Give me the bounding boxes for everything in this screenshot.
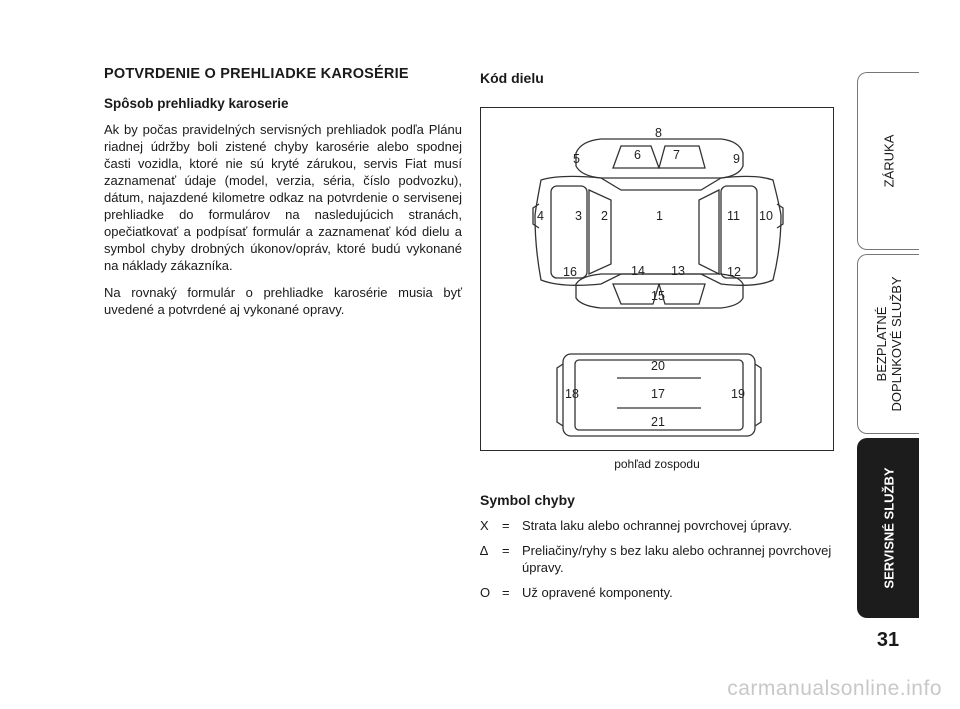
symbol-equals: = (502, 518, 510, 533)
part-code-title: Kód dielu (480, 70, 544, 86)
car-diagram-svg (481, 108, 835, 452)
tab-bezplatne-line2: DOPLNKOVÉ SLUŽBY (888, 276, 904, 412)
diagram-door-left (589, 190, 611, 274)
tab-zaruka-label: ZÁRUKA (881, 134, 896, 188)
diagram-label-21: 21 (651, 415, 665, 429)
paragraph-repairs: Na rovnaký formulár o prehliadke karosérie musia byť uvedené a potvrdené aj vykonané opravy. (104, 285, 462, 317)
diagram-label-17: 17 (651, 387, 665, 401)
tab-zaruka[interactable] (857, 72, 919, 250)
section-title: POTVRDENIE O PREHLIADKE KAROSÉRIE (104, 66, 409, 82)
tab-bezplatne-line1: BEZPLATNÉ (873, 306, 889, 382)
diagram-label-20: 20 (651, 359, 665, 373)
symbol-description: Už opravené komponenty. (522, 585, 673, 600)
diagram-label-13: 13 (671, 264, 685, 278)
symbol-description: Preliačiny/ryhy s bez laku alebo ochrannej povrchovej úpravy. (522, 543, 832, 575)
diagram-label-5: 5 (573, 152, 580, 166)
symbol-mark: X (480, 518, 489, 533)
diagram-label-7: 7 (673, 148, 680, 162)
tab-servisne-sluzby[interactable] (857, 438, 919, 618)
left-column (104, 66, 462, 328)
diagram-label-11: 11 (727, 209, 740, 223)
diagram-label-1: 1 (656, 209, 663, 223)
defect-symbol-title: Symbol chyby (480, 492, 575, 508)
defect-symbol-list (480, 517, 840, 609)
diagram-windshield-rear (659, 146, 705, 168)
diagram-label-2: 2 (601, 209, 608, 223)
diagram-label-19: 19 (731, 387, 745, 401)
tab-servisne-label: SERVISNÉ SLUŽBY (881, 467, 896, 589)
diagram-top-outline (576, 139, 743, 178)
chapter-tabs (857, 0, 960, 709)
diagram-label-15: 15 (651, 289, 665, 303)
diagram-label-14: 14 (631, 264, 645, 278)
diagram-door-right (699, 190, 719, 274)
page-number: 31 (876, 629, 900, 651)
diagram-underbody-right-edge (755, 364, 761, 426)
diagram-label-3: 3 (575, 209, 582, 223)
diagram-label-8: 8 (655, 126, 662, 140)
tab-bezplatne-label (874, 276, 904, 411)
paragraph-procedure: Ak by počas pravidelných servisných prehliadok podľa Plánu riadnej údržby boli zistené chyby karosérie alebo spodnej časti vozidla, ktoré nie sú kryté zárukou, servis Fiat musí zaznamenať údaje (model, verzia, séria, číslo podvozku), dátum, najazdené kilometre odkaz na potvrdenie o servisenej prehliadke do formulárov na nasledujúcich stranách, opečiatkovať a podpísať formulár a zaznamenať kód dielu a symbol chyby drobných úkonov/opráv, ktoré budú vykonané na náklady zákazníka. (104, 122, 462, 273)
symbol-mark: O (480, 585, 491, 600)
symbol-description: Strata laku alebo ochrannej povrchovej úpravy. (522, 518, 793, 533)
symbol-row-o (480, 584, 840, 601)
diagram-caption: pohľad zospodu (614, 457, 700, 471)
symbol-row-x (480, 517, 840, 534)
diagram-label-16: 16 (563, 265, 577, 279)
symbol-equals: = (502, 585, 510, 600)
symbol-mark: ∆ (480, 543, 488, 558)
tab-bezplatne-sluzby[interactable] (857, 254, 919, 434)
diagram-underbody-left-edge (557, 364, 563, 426)
diagram-label-6: 6 (634, 148, 641, 162)
section-subtitle: Spôsob prehliadky karoserie (104, 96, 289, 111)
diagram-label-10: 10 (759, 209, 773, 223)
symbol-equals: = (502, 543, 510, 558)
diagram-label-4: 4 (537, 209, 544, 223)
symbol-row-delta (480, 542, 840, 576)
watermark: carmanualsonline.info (727, 677, 942, 700)
diagram-label-9: 9 (733, 152, 740, 166)
diagram-label-18: 18 (565, 387, 579, 401)
diagram-lower-window-rear (659, 284, 705, 304)
car-body-diagram (480, 107, 834, 451)
diagram-label-12: 12 (727, 265, 741, 279)
